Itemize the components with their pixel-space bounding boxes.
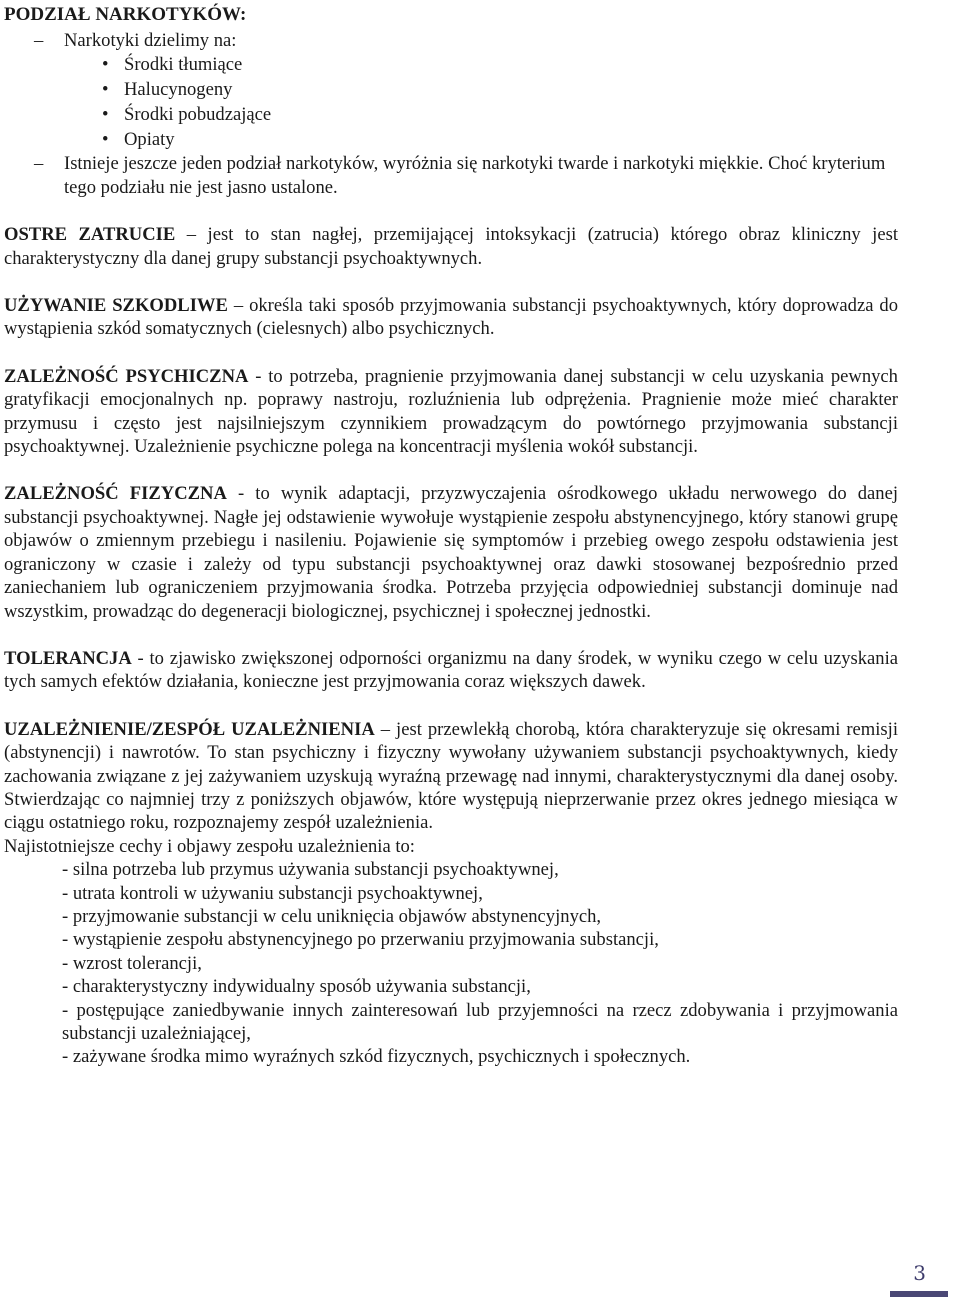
bullet-marker: • bbox=[102, 54, 109, 76]
category-item bbox=[102, 77, 898, 102]
page-number-underline bbox=[890, 1291, 948, 1297]
feature-item: - wystąpienie zespołu abstynencyjnego po przerwaniu przyjmowania substancji, bbox=[62, 929, 659, 951]
definition-term: TOLERANCJA bbox=[4, 647, 132, 669]
definition-text: – jest to stan nagłej, przemijającej intoksykacji (zatrucia) którego obraz kliniczny jest charakterystyczny dla danej grupy substancji psychoaktywnych. bbox=[4, 224, 898, 269]
definition-term: UŻYWANIE SZKODLIWE bbox=[4, 295, 228, 317]
feature-item: - zażywane środka mimo wyraźnych szkód fizycznych, psychicznych i społecznych. bbox=[62, 1046, 691, 1068]
category-item bbox=[102, 52, 898, 77]
features-intro: Najistotniejsze cechy i objawy zespołu uzależnienia to: bbox=[4, 835, 415, 857]
features-list bbox=[4, 858, 898, 1069]
definition-text: - to zjawisko zwiększonej odporności organizmu na dany środek, w wyniku czego w celu uzyskania tych samych efektów działania, konieczne jest przyjmowania coraz większych dawek. bbox=[4, 647, 898, 693]
feature-item: - silna potrzeba lub przymus używania substancji psychoaktywnej, bbox=[62, 859, 559, 881]
bullet-marker: • bbox=[102, 104, 109, 126]
definition-text: - to wynik adaptacji, przyzwyczajenia ośrodkowego układu nerwowego do danej substancji psychoaktywnej. Nagłe jej odstawienie wywołuje wystąpienie zespołu abstynencyjnego, który stanowi grupę objawów o zmiennym przebiegu i nasileniu. Pojawienie się symptomów i przebieg owego zespołu odstawienia jest ograniczony w czasie i zależy od typu substancji psychoaktywnej oraz dawki stosowanej bezpośrednio przed zaniechaniem lub ograniczeniem przyjmowania środka. Potrzeba przyjęcia odpowiedniej substancji dominuje nad wszystkim, prowadząc do degeneracji biologicznej, psychicznej i społecznej jednostki. bbox=[4, 483, 898, 622]
definition-term: UZALEŻNIENIE/ZESPÓŁ UZALEŻNIENIA bbox=[4, 718, 375, 740]
category-item bbox=[102, 127, 898, 152]
definition-text: – określa taki sposób przyjmowania substancji psychoaktywnych, który doprowadza do wystąpienia szkód somatycznych (cielesnych) albo psychicznych. bbox=[4, 295, 898, 340]
definition-paragraph bbox=[4, 365, 898, 459]
bullet-marker: • bbox=[102, 79, 109, 101]
definition-term: ZALEŻNOŚĆ PSYCHICZNA bbox=[4, 365, 249, 387]
definition-paragraph bbox=[4, 718, 898, 835]
definition-term: ZALEŻNOŚĆ FIZYCZNA bbox=[4, 483, 227, 505]
category-item bbox=[102, 102, 898, 127]
dash-marker: – bbox=[34, 30, 44, 51]
definition-paragraph bbox=[4, 294, 898, 341]
bullet-marker: • bbox=[102, 129, 109, 151]
category-label: Środki pobudzające bbox=[124, 104, 272, 126]
definition-paragraph bbox=[4, 223, 898, 270]
note-text: Istnieje jeszcze jeden podział narkotyków, wyróżnia się narkotyki twarde i narkotyki miękkie. Choć kryterium tego podziału nie jest jasno ustalone. bbox=[64, 153, 886, 198]
dash-marker: – bbox=[34, 153, 44, 175]
definition-paragraph bbox=[4, 482, 898, 622]
intro-text: Narkotyki dzielimy na: bbox=[64, 30, 237, 51]
definition-text: – jest przewlekłą chorobą, która charakteryzuje się okresami remisji (abstynencji) i nawrotów. To stan psychiczny i fizyczny wywołany używaniem substancji psychoaktywnych, kiedy zachowania związane z jej zażywaniem uzyskują wyraźną przewagę nad innymi, charakterystycznymi dla danej osoby. Stwierdzając co najmniej trzy z poniższych objawów, które występują nieprzerwanie przez okres jednego miesiąca w ciągu ostatniego roku, rozpoznajemy zespół uzależnienia. bbox=[4, 718, 898, 834]
feature-item: - wzrost tolerancji, bbox=[62, 952, 202, 974]
feature-item: - postępujące zaniedbywanie innych zainteresowań lub przyjemności na rzecz zdobywania i przyjmowania substancji uzależniającej, bbox=[62, 999, 898, 1044]
page-number: 3 bbox=[913, 1261, 926, 1285]
definition-paragraph bbox=[4, 647, 898, 694]
section-title: PODZIAŁ NARKOTYKÓW: bbox=[4, 4, 247, 25]
feature-item: - utrata kontroli w używaniu substancji psychoaktywnej, bbox=[62, 882, 483, 904]
category-label: Opiaty bbox=[124, 129, 175, 151]
definition-text: - to potrzeba, pragnienie przyjmowania danej substancji w celu uzyskania pewnych gratyfikacji emocjonalnych np. poprawy nastroju, rozluźnienia lub odprężenia. Pragnienie może mieć charakter przymusu i często jest najsilniejszym czynnikiem prowadzącym do powtórnego przyjmowania substancji psychoaktywnej. Uzależnienie psychiczne polega na koncentracji myślenia wokół substancji. bbox=[4, 365, 898, 458]
feature-item: - przyjmowanie substancji w celu uniknięcia objawów abstynencyjnych, bbox=[62, 905, 602, 927]
dash-list-item bbox=[4, 29, 898, 52]
feature-item: - charakterystyczny indywidualny sposób używania substancji, bbox=[62, 976, 531, 998]
definition-term: OSTRE ZATRUCIE bbox=[4, 224, 176, 246]
dash-list-item bbox=[4, 152, 898, 199]
document-page bbox=[4, 2, 898, 1069]
category-list bbox=[4, 52, 898, 152]
category-label: Środki tłumiące bbox=[124, 54, 243, 76]
category-label: Halucynogeny bbox=[124, 79, 233, 101]
